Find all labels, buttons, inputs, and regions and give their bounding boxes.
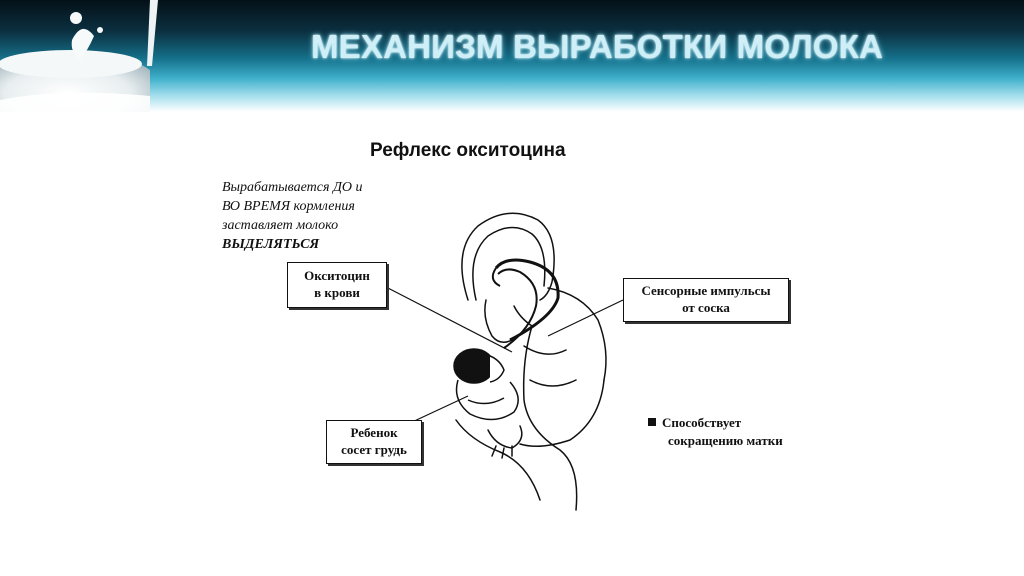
baby-box-line-1: Ребенок [350, 425, 398, 440]
sensory-impulses-box [623, 278, 789, 322]
mother-hand [488, 426, 522, 448]
bullet-line-2: сокращению матки [668, 433, 783, 448]
oxytocin-box-line-1: Окситоцин [304, 268, 370, 283]
bullet-line-1: Способствует [662, 415, 742, 430]
uterus-contraction-bullet [648, 414, 783, 450]
note-line-2: ВО ВРЕМЯ кормления [222, 199, 355, 214]
baby-box-line-2: сосет грудь [341, 442, 407, 457]
mother-face [485, 300, 512, 342]
note-line-4: ВЫДЕЛЯТЬСЯ [222, 237, 320, 252]
mother-arm-back [520, 380, 604, 446]
sensory-box-line-2: от соска [682, 300, 730, 315]
sleeve-fold [524, 346, 576, 386]
baby-sucks-breast-box [326, 420, 422, 464]
nerve-pathway [493, 260, 558, 348]
note-line-3: заставляет молоко [222, 218, 339, 233]
sensory-box-line-1: Сенсорные импульсы [641, 283, 771, 298]
oxytocin-in-blood-box [287, 262, 387, 308]
oxytocin-box-line-2: в крови [314, 285, 360, 300]
note-line-1: Вырабатывается ДО и [222, 180, 363, 195]
diagram-title: Рефлекс окситоцина [370, 140, 566, 161]
baby [454, 349, 518, 420]
mother-lap [456, 420, 540, 500]
square-bullet-icon [648, 418, 656, 426]
leader-lines [386, 287, 623, 430]
slide-title: МЕХАНИЗМ ВЫРАБОТКИ МОЛОКА [310, 28, 883, 65]
